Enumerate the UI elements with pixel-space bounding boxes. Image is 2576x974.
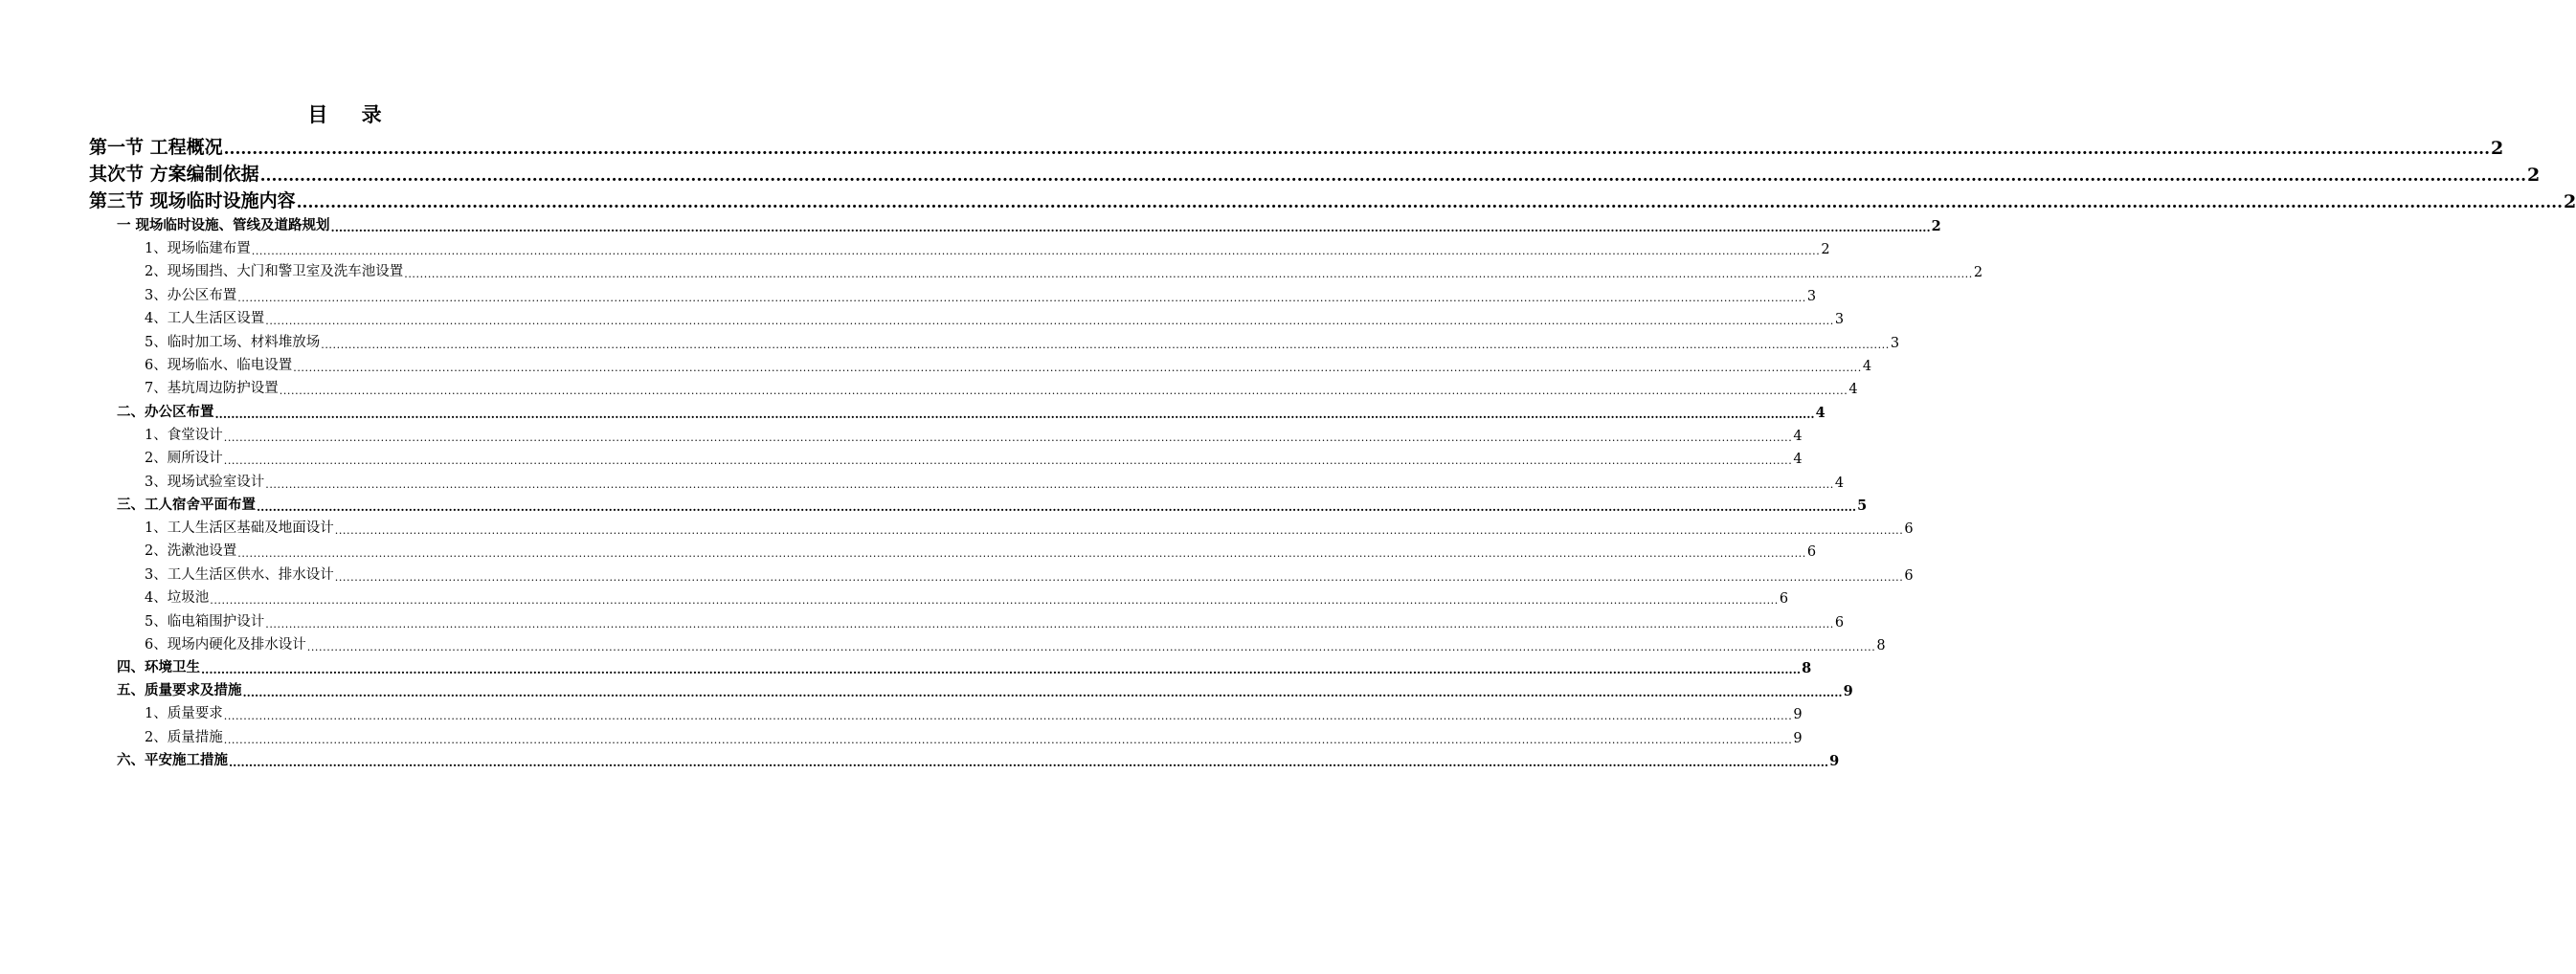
toc-dot-leader: ................................................................................................................................................................................................................................................................................................................................................................................................................ xyxy=(321,338,1890,351)
toc-entry-label: 6、现场内硬化及排水设计 xyxy=(145,637,306,653)
toc-entry[interactable] xyxy=(145,724,1803,746)
toc-dot-leader: ................................................................................................................................................................................................................................................................................................................................................................................................................ xyxy=(265,315,1834,328)
toc-entry[interactable] xyxy=(145,282,1817,304)
toc-entry[interactable] xyxy=(89,159,2541,186)
toc-entry-label: 2、质量措施 xyxy=(145,729,223,745)
toc-entry[interactable] xyxy=(145,585,1789,608)
toc-page-number: 2 xyxy=(2491,138,2504,159)
toc-page-number: 9 xyxy=(1793,707,1803,723)
toc-entry-label: 2、厕所设计 xyxy=(145,451,223,467)
toc-page-number: 4 xyxy=(1815,404,1826,421)
toc-entry[interactable] xyxy=(145,631,1886,653)
toc-dot-leader: ................................................................................................................................................................................................................................................................................................................................................................................................................ xyxy=(223,733,1793,746)
toc-entry-label: 二、办公区布置 xyxy=(117,403,214,420)
toc-dot-leader: ................................................................................................................................................................................................................................................................................................................................................................................................................ xyxy=(279,385,1848,398)
toc-entry[interactable] xyxy=(117,654,1812,677)
toc-entry-label: 第三节 现场临时设施内容 xyxy=(89,190,296,211)
toc-page-number: 4 xyxy=(1793,452,1803,468)
toc-page-number: 4 xyxy=(1848,382,1858,398)
toc-entry[interactable] xyxy=(145,258,1983,281)
toc-entry[interactable] xyxy=(145,305,1845,328)
toc-page-number: 6 xyxy=(1904,567,1914,584)
toc-entry-label: 五、质量要求及措施 xyxy=(117,682,242,699)
toc-title: 目 录 xyxy=(307,102,395,126)
toc-page-number: 4 xyxy=(1834,475,1845,491)
toc-page-number: 2 xyxy=(1931,218,1941,234)
toc-entry[interactable] xyxy=(145,538,1817,561)
toc-dot-leader: ................................................................................................................................................................................................................................................................................................................................................................................................................ xyxy=(242,686,1843,700)
toc-dot-leader: ................................................................................................................................................................................................................................................................................................................................................................................................................ xyxy=(259,166,2527,186)
toc-dot-leader: ................................................................................................................................................................................................................................................................................................................................................................................................................ xyxy=(306,641,1876,653)
toc-page-number: 2 xyxy=(1973,265,1983,281)
toc-page-number: 6 xyxy=(1904,521,1914,537)
toc-dot-leader: ................................................................................................................................................................................................................................................................................................................................................................................................................ xyxy=(265,617,1834,631)
toc-page-number: 2 xyxy=(2527,165,2541,186)
toc-entry[interactable] xyxy=(145,235,1830,257)
toc-entry[interactable] xyxy=(145,515,1914,537)
toc-page-number: 9 xyxy=(1793,730,1803,746)
toc-page-number: 6 xyxy=(1834,614,1845,631)
toc-dot-leader: ................................................................................................................................................................................................................................................................................................................................................................................................................ xyxy=(214,407,1815,421)
toc-entry-label: 2、现场围挡、大门和警卫室及洗车池设置 xyxy=(145,264,404,280)
toc-dot-leader: ................................................................................................................................................................................................................................................................................................................................................................................................................ xyxy=(223,140,2491,159)
toc-page-number: 5 xyxy=(1857,498,1868,514)
toc-dot-leader: ................................................................................................................................................................................................................................................................................................................................................................................................................ xyxy=(251,245,1821,257)
toc-dot-leader: ................................................................................................................................................................................................................................................................................................................................................................................................................ xyxy=(265,477,1834,491)
toc-entry[interactable] xyxy=(145,375,1858,398)
toc-dot-leader: ................................................................................................................................................................................................................................................................................................................................................................................................................ xyxy=(223,454,1793,468)
toc-dot-leader: ................................................................................................................................................................................................................................................................................................................................................................................................................ xyxy=(229,756,1829,770)
toc-dot-leader: ................................................................................................................................................................................................................................................................................................................................................................................................................ xyxy=(257,500,1857,514)
toc-page-number: 2 xyxy=(1821,242,1830,257)
toc-page-number: 4 xyxy=(1793,428,1803,444)
toc-page-number: 4 xyxy=(1862,359,1872,374)
toc-entry-label: 1、质量要求 xyxy=(145,706,223,722)
toc-entry-label: 1、工人生活区基础及地面设计 xyxy=(145,520,334,536)
toc-entry[interactable] xyxy=(145,422,1803,444)
toc-page-number: 8 xyxy=(1802,660,1812,677)
toc-dot-leader: ................................................................................................................................................................................................................................................................................................................................................................................................................ xyxy=(237,291,1806,304)
toc-entry-label: 7、基坑周边防护设置 xyxy=(145,381,279,397)
toc-entry[interactable] xyxy=(117,747,1840,770)
toc-page-number: 3 xyxy=(1834,312,1845,328)
toc-dot-leader: ................................................................................................................................................................................................................................................................................................................................................................................................................ xyxy=(296,193,2564,212)
toc-entry[interactable] xyxy=(89,132,2504,159)
toc-page-number: 9 xyxy=(1829,753,1840,770)
toc-entry[interactable] xyxy=(117,399,1826,421)
toc-entry-label: 一 现场临时设施、管线及道路规划 xyxy=(117,217,330,233)
toc-entry[interactable] xyxy=(145,329,1900,351)
toc-entry[interactable] xyxy=(145,700,1803,723)
toc-entry[interactable] xyxy=(145,445,1803,468)
toc-page-number: 2 xyxy=(2564,191,2576,212)
toc-entry-label: 六、平安施工措施 xyxy=(117,752,228,769)
toc-entry[interactable] xyxy=(145,562,1914,584)
toc-entry-label: 4、垃圾池 xyxy=(145,590,210,607)
toc-page-number: 6 xyxy=(1806,544,1817,561)
toc-entry-label: 5、临时加工场、材料堆放场 xyxy=(145,334,321,350)
toc-page-number: 3 xyxy=(1806,288,1817,304)
toc-dot-leader: ................................................................................................................................................................................................................................................................................................................................................................................................................ xyxy=(237,547,1806,561)
toc-entry-label: 1、食堂设计 xyxy=(145,427,223,443)
toc-dot-leader: ................................................................................................................................................................................................................................................................................................................................................................................................................ xyxy=(330,221,1931,234)
toc-entry[interactable] xyxy=(89,186,2576,212)
toc-dot-leader: ................................................................................................................................................................................................................................................................................................................................................................................................................ xyxy=(404,268,1973,281)
toc-dot-leader: ................................................................................................................................................................................................................................................................................................................................................................................................................ xyxy=(223,431,1793,444)
toc-entry[interactable] xyxy=(117,212,1941,234)
toc-entry-label: 6、现场临水、临电设置 xyxy=(145,358,293,373)
toc-entry-label: 四、环境卫生 xyxy=(117,659,200,676)
toc-entry-label: 三、工人宿舍平面布置 xyxy=(117,497,256,513)
toc-entry-label: 其次节 方案编制依据 xyxy=(89,164,259,185)
toc-entry-label: 5、临电箱围护设计 xyxy=(145,613,265,630)
toc-entry-label: 4、工人生活区设置 xyxy=(145,311,265,327)
toc-dot-leader: ................................................................................................................................................................................................................................................................................................................................................................................................................ xyxy=(201,663,1802,677)
toc-entry[interactable] xyxy=(117,677,1853,700)
toc-entry[interactable] xyxy=(145,609,1845,631)
toc-entry-label: 3、现场试验室设计 xyxy=(145,474,265,490)
toc-page-number: 3 xyxy=(1890,335,1900,351)
toc-page-number: 6 xyxy=(1779,591,1789,608)
toc-entry-label: 2、洗漱池设置 xyxy=(145,543,237,560)
toc-dot-leader: ................................................................................................................................................................................................................................................................................................................................................................................................................ xyxy=(223,710,1793,723)
toc-dot-leader: ................................................................................................................................................................................................................................................................................................................................................................................................................ xyxy=(210,594,1779,608)
toc-dot-leader: ................................................................................................................................................................................................................................................................................................................................................................................................................ xyxy=(334,524,1904,537)
toc-entry-label: 3、办公区布置 xyxy=(145,287,237,303)
toc-page-number: 8 xyxy=(1876,638,1886,653)
toc-entry[interactable] xyxy=(117,492,1868,514)
toc-entry[interactable] xyxy=(145,352,1872,374)
toc-dot-leader: ................................................................................................................................................................................................................................................................................................................................................................................................................ xyxy=(334,570,1904,584)
toc-page-number: 9 xyxy=(1843,683,1853,700)
toc-entry-label: 1、现场临建布置 xyxy=(145,241,251,256)
toc-entry[interactable] xyxy=(145,469,1845,491)
toc-entry-label: 3、工人生活区供水、排水设计 xyxy=(145,566,334,583)
toc-entry-label: 第一节 工程概况 xyxy=(89,137,223,158)
toc-dot-leader: ................................................................................................................................................................................................................................................................................................................................................................................................................ xyxy=(293,362,1862,374)
